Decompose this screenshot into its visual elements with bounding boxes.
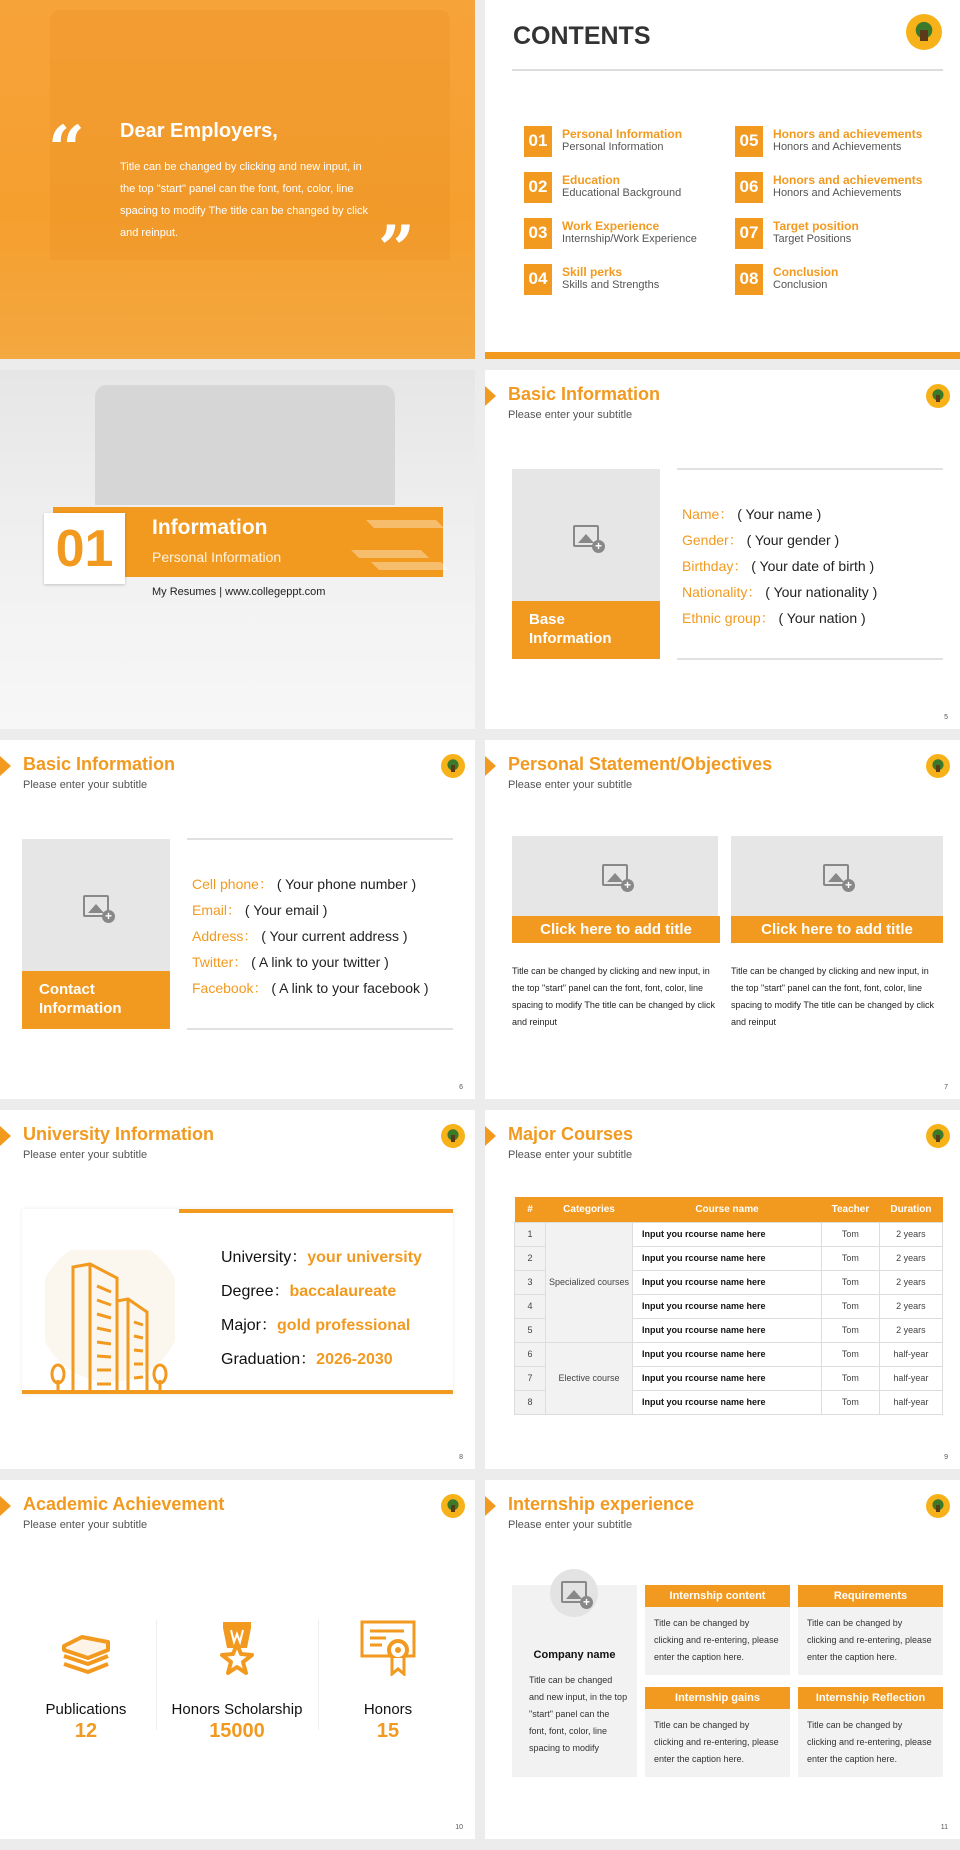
column-header-course-name: Course name bbox=[633, 1197, 822, 1222]
duration-cell[interactable]: half-year bbox=[879, 1366, 942, 1390]
toc-number: 06 bbox=[735, 172, 763, 203]
course-name-cell[interactable]: Input you rcourse name here bbox=[633, 1246, 822, 1270]
row-number: 4 bbox=[515, 1294, 546, 1318]
page-number: 7 bbox=[944, 1084, 948, 1091]
row-number: 3 bbox=[515, 1270, 546, 1294]
field-facebook[interactable] bbox=[192, 978, 429, 998]
box-text[interactable]: Title can be changed by clicking and re-entering, please enter the caption here. bbox=[654, 1720, 779, 1764]
row-number: 8 bbox=[515, 1390, 546, 1414]
field-nationality[interactable] bbox=[682, 582, 877, 602]
achievement-scholarship bbox=[162, 1620, 312, 1743]
toc-item-02[interactable] bbox=[524, 171, 681, 203]
toc-number: 07 bbox=[735, 218, 763, 249]
image-placeholder[interactable] bbox=[512, 836, 718, 916]
buildings-icon bbox=[45, 1250, 175, 1394]
field-label: Address： bbox=[192, 928, 258, 944]
field-value[interactable]: ( A link to your twitter ) bbox=[251, 954, 389, 970]
field-label: University： bbox=[221, 1249, 308, 1266]
divider bbox=[677, 658, 943, 660]
add-image-icon[interactable] bbox=[573, 525, 599, 547]
toc-item-08[interactable] bbox=[735, 263, 838, 295]
panel-label: Contact Information bbox=[22, 971, 170, 1029]
field-label: Graduation： bbox=[221, 1351, 317, 1368]
slide-subtitle[interactable]: Please enter your subtitle bbox=[508, 1149, 633, 1161]
teacher-cell[interactable]: Tom bbox=[822, 1342, 880, 1366]
teacher-cell[interactable]: Tom bbox=[822, 1318, 880, 1342]
college-logo-icon bbox=[926, 384, 950, 408]
decorative-stripe bbox=[366, 520, 444, 528]
field-value[interactable]: ( A link to your facebook ) bbox=[271, 980, 429, 996]
add-title-button[interactable]: Click here to add title bbox=[731, 916, 943, 943]
bottom-accent-bar bbox=[485, 352, 960, 359]
page-number: 9 bbox=[944, 1454, 948, 1461]
toc-subtitle: Honors and Achievements bbox=[773, 141, 902, 153]
field-cell-phone[interactable] bbox=[192, 874, 416, 894]
field-value[interactable]: ( Your nation ) bbox=[778, 610, 866, 626]
college-logo-icon bbox=[926, 1494, 950, 1518]
slide-contact-information bbox=[0, 740, 475, 1099]
teacher-cell[interactable]: Tom bbox=[822, 1390, 880, 1414]
field-value[interactable]: ( Your email ) bbox=[244, 902, 328, 918]
header-arrow-icon bbox=[0, 756, 11, 776]
field-label: Major： bbox=[221, 1317, 278, 1334]
field-label: Twitter： bbox=[192, 954, 248, 970]
duration-cell[interactable]: half-year bbox=[879, 1390, 942, 1414]
divider bbox=[187, 1028, 453, 1030]
college-logo-icon bbox=[441, 754, 465, 778]
toc-number: 03 bbox=[524, 218, 552, 249]
column-header-categories: Categories bbox=[546, 1197, 633, 1222]
background-building-photo bbox=[95, 385, 395, 505]
add-image-icon[interactable] bbox=[561, 1581, 587, 1603]
field-value[interactable]: 2026-2030 bbox=[316, 1351, 393, 1368]
box-text[interactable]: Title can be changed by clicking and re-entering, please enter the caption here. bbox=[807, 1720, 932, 1764]
achievement-honors bbox=[313, 1620, 463, 1743]
toc-number: 05 bbox=[735, 126, 763, 157]
achievement-value[interactable]: 12 bbox=[74, 1720, 98, 1742]
college-logo-icon bbox=[906, 14, 942, 50]
page-number: 8 bbox=[459, 1454, 463, 1461]
medal-star-icon bbox=[209, 1620, 265, 1676]
photo-placeholder[interactable] bbox=[512, 469, 660, 602]
column-header-duration: Duration bbox=[879, 1197, 942, 1222]
field-value[interactable]: ( Your date of birth ) bbox=[751, 558, 875, 574]
toc-item-05[interactable] bbox=[735, 125, 922, 157]
box-requirements bbox=[798, 1585, 943, 1675]
table-header-row bbox=[515, 1197, 943, 1222]
slide-subtitle[interactable]: Please enter your subtitle bbox=[23, 779, 148, 791]
toc-subtitle: Educational Background bbox=[562, 187, 682, 199]
toc-title: Honors and achievements bbox=[773, 173, 923, 187]
divider bbox=[512, 69, 943, 71]
image-placeholder[interactable] bbox=[731, 836, 943, 916]
decorative-stripe bbox=[351, 550, 429, 558]
toc-subtitle: Conclusion bbox=[773, 279, 828, 291]
course-name-cell[interactable]: Input you rcourse name here bbox=[633, 1390, 822, 1414]
column-header-teacher: Teacher bbox=[822, 1197, 880, 1222]
course-name-cell[interactable]: Input you rcourse name here bbox=[633, 1270, 822, 1294]
section-number: 01 bbox=[44, 513, 125, 584]
photo-placeholder[interactable] bbox=[22, 839, 170, 972]
slide-section-information bbox=[0, 370, 475, 729]
slide-title: Personal Statement/Objectives bbox=[508, 754, 773, 774]
box-internship-gains bbox=[645, 1687, 790, 1777]
box-title[interactable]: Requirements bbox=[798, 1585, 943, 1607]
table-row bbox=[515, 1222, 943, 1246]
category-cell[interactable]: Elective course bbox=[546, 1342, 633, 1414]
field-value[interactable]: ( Your phone number ) bbox=[276, 876, 417, 892]
accent-bar bbox=[179, 1209, 453, 1213]
duration-cell[interactable]: 2 years bbox=[879, 1222, 942, 1246]
header-arrow-icon bbox=[485, 386, 496, 406]
duration-cell[interactable]: half-year bbox=[879, 1342, 942, 1366]
field-email[interactable] bbox=[192, 900, 327, 920]
college-logo-icon bbox=[926, 1124, 950, 1148]
toc-subtitle: Honors and Achievements bbox=[773, 187, 902, 199]
field-name[interactable] bbox=[682, 504, 821, 524]
slide-title: Basic Information bbox=[508, 384, 661, 404]
greeting-heading[interactable]: Dear Employers, bbox=[120, 120, 278, 142]
college-logo-icon bbox=[926, 754, 950, 778]
field-ethnic-group[interactable] bbox=[682, 608, 866, 628]
slide-subtitle[interactable]: Please enter your subtitle bbox=[508, 779, 633, 791]
teacher-cell[interactable]: Tom bbox=[822, 1246, 880, 1270]
greeting-body[interactable]: Title can be changed by clicking and new input, in the top "start" panel can the font, font, color, line spacing to modify The title can be changed by click and reinput. bbox=[120, 161, 369, 239]
achievement-publications bbox=[11, 1620, 161, 1743]
box-title[interactable]: Internship gains bbox=[645, 1687, 790, 1709]
toc-number: 04 bbox=[524, 264, 552, 295]
open-quote-icon: “ bbox=[48, 112, 85, 187]
achievement-value[interactable]: 15000 bbox=[209, 1720, 265, 1742]
box-internship-reflection bbox=[798, 1687, 943, 1777]
page-number: 11 bbox=[940, 1824, 948, 1831]
toc-number: 01 bbox=[524, 126, 552, 157]
field-label: Birthday： bbox=[682, 558, 748, 574]
field-label: Ethnic group： bbox=[682, 610, 775, 626]
achievement-value[interactable]: 15 bbox=[376, 1720, 400, 1742]
slide-title: Internship experience bbox=[508, 1494, 695, 1514]
header-arrow-icon bbox=[0, 1126, 11, 1146]
field-university[interactable] bbox=[221, 1244, 422, 1267]
field-value[interactable]: gold professional bbox=[277, 1317, 411, 1334]
toc-number: 02 bbox=[524, 172, 552, 203]
add-image-icon[interactable] bbox=[602, 864, 628, 886]
course-name-cell[interactable]: Input you rcourse name here bbox=[633, 1222, 822, 1246]
accent-bar bbox=[22, 1390, 453, 1394]
table-row bbox=[515, 1342, 943, 1366]
section-title[interactable]: Information bbox=[152, 516, 268, 539]
header-arrow-icon bbox=[485, 756, 496, 776]
slide-subtitle[interactable]: Please enter your subtitle bbox=[23, 1519, 148, 1531]
divider bbox=[156, 1620, 157, 1730]
column-header-number: # bbox=[515, 1197, 546, 1222]
box-title[interactable]: Internship Reflection bbox=[798, 1687, 943, 1709]
field-label: Facebook： bbox=[192, 980, 268, 996]
panel-label: Base Information bbox=[512, 601, 660, 659]
slide-title: Major Courses bbox=[508, 1124, 634, 1144]
row-number: 5 bbox=[515, 1318, 546, 1342]
field-label: Email： bbox=[192, 902, 242, 918]
row-number: 2 bbox=[515, 1246, 546, 1270]
field-label: Gender： bbox=[682, 532, 743, 548]
slide-subtitle[interactable]: Please enter your subtitle bbox=[508, 1519, 633, 1531]
duration-cell[interactable]: 2 years bbox=[879, 1294, 942, 1318]
header-arrow-icon bbox=[485, 1496, 496, 1516]
field-address[interactable] bbox=[192, 926, 408, 946]
slide-subtitle[interactable]: Please enter your subtitle bbox=[508, 409, 633, 421]
field-label: Degree： bbox=[221, 1283, 290, 1300]
toc-item-04[interactable] bbox=[524, 263, 659, 295]
field-gender[interactable] bbox=[682, 530, 839, 550]
field-birthday[interactable] bbox=[682, 556, 874, 576]
box-text[interactable]: Title can be changed by clicking and re-entering, please enter the caption here. bbox=[654, 1618, 779, 1662]
toc-title: Skill perks bbox=[562, 265, 623, 279]
slide-dear-employers bbox=[0, 0, 475, 359]
slide-university-information bbox=[0, 1110, 475, 1469]
course-name-cell[interactable]: Input you rcourse name here bbox=[633, 1318, 822, 1342]
field-major[interactable] bbox=[221, 1312, 410, 1335]
field-value[interactable]: ( Your nationality ) bbox=[765, 584, 878, 600]
toc-subtitle: Internship/Work Experience bbox=[562, 233, 697, 245]
slide-title: Academic Achievement bbox=[23, 1494, 225, 1514]
page-number: 10 bbox=[455, 1824, 463, 1831]
courses-table bbox=[514, 1197, 943, 1415]
books-stack-icon bbox=[58, 1620, 114, 1676]
field-twitter[interactable] bbox=[192, 952, 389, 972]
slide-subtitle[interactable]: Please enter your subtitle bbox=[23, 1149, 148, 1161]
achievement-label: Publications bbox=[45, 1701, 127, 1718]
page-number: 6 bbox=[459, 1084, 463, 1091]
slide-title: Basic Information bbox=[23, 754, 176, 774]
toc-number: 08 bbox=[735, 264, 763, 295]
header-arrow-icon bbox=[0, 1496, 11, 1516]
company-logo-placeholder[interactable] bbox=[550, 1569, 598, 1617]
section-footer: My Resumes | www.collegeppt.com bbox=[152, 586, 326, 598]
divider bbox=[187, 838, 453, 840]
slide-major-courses bbox=[485, 1110, 960, 1469]
field-label: Cell phone： bbox=[192, 876, 273, 892]
statement-text[interactable]: Title can be changed by clicking and new input, in the top "start" panel can the font, font, color, line spacing to modify The title can be changed by click and reinput bbox=[731, 966, 934, 1027]
teacher-cell[interactable]: Tom bbox=[822, 1270, 880, 1294]
decorative-stripe bbox=[371, 562, 449, 570]
field-value[interactable]: ( Your gender ) bbox=[746, 532, 840, 548]
section-subtitle[interactable]: Personal Information bbox=[152, 549, 282, 565]
slide-basic-information bbox=[485, 370, 960, 729]
teacher-cell[interactable]: Tom bbox=[822, 1294, 880, 1318]
toc-title: Conclusion bbox=[773, 265, 839, 279]
course-name-cell[interactable]: Input you rcourse name here bbox=[633, 1342, 822, 1366]
college-logo-icon bbox=[441, 1494, 465, 1518]
field-value[interactable]: ( Your current address ) bbox=[261, 928, 408, 944]
slide-title: University Information bbox=[23, 1124, 215, 1144]
toc-subtitle: Personal Information bbox=[562, 141, 664, 153]
toc-item-03[interactable] bbox=[524, 217, 697, 249]
company-name[interactable]: Company name bbox=[533, 1649, 616, 1661]
toc-item-07[interactable] bbox=[735, 217, 859, 249]
slide-academic-achievement bbox=[0, 1480, 475, 1839]
toc-title: Education bbox=[562, 173, 621, 187]
toc-item-06[interactable] bbox=[735, 171, 922, 203]
box-internship-content bbox=[645, 1585, 790, 1675]
toc-title: Honors and achievements bbox=[773, 127, 923, 141]
teacher-cell[interactable]: Tom bbox=[822, 1366, 880, 1390]
close-quote-icon: ” bbox=[378, 212, 415, 287]
field-value[interactable]: ( Your name ) bbox=[737, 506, 822, 522]
field-label: Name： bbox=[682, 506, 734, 522]
row-number: 7 bbox=[515, 1366, 546, 1390]
achievement-label: Honors Scholarship bbox=[171, 1701, 303, 1718]
box-text[interactable]: Title can be changed by clicking and re-entering, please enter the caption here. bbox=[807, 1618, 932, 1662]
slide-contents bbox=[485, 0, 960, 359]
field-value[interactable]: your university bbox=[307, 1249, 422, 1266]
add-image-icon[interactable] bbox=[823, 864, 849, 886]
field-degree[interactable] bbox=[221, 1278, 396, 1301]
page-number: 5 bbox=[944, 714, 948, 721]
category-cell[interactable]: Specialized courses bbox=[546, 1222, 633, 1342]
college-logo-icon bbox=[441, 1124, 465, 1148]
slide-internship-experience bbox=[485, 1480, 960, 1839]
statement-text[interactable]: Title can be changed by clicking and new input, in the top "start" panel can the font, font, color, line spacing to modify The title can be changed by click and reinput bbox=[512, 966, 715, 1027]
add-title-button[interactable]: Click here to add title bbox=[512, 916, 720, 943]
row-number: 1 bbox=[515, 1222, 546, 1246]
toc-title: Work Experience bbox=[562, 219, 660, 233]
toc-title: Personal Information bbox=[562, 127, 683, 141]
field-value[interactable]: baccalaureate bbox=[289, 1283, 397, 1300]
divider bbox=[677, 468, 943, 470]
contents-title: CONTENTS bbox=[513, 22, 651, 50]
toc-subtitle: Target Positions bbox=[773, 233, 852, 245]
header-arrow-icon bbox=[485, 1126, 496, 1146]
duration-cell[interactable]: 2 years bbox=[879, 1318, 942, 1342]
add-image-icon[interactable] bbox=[83, 895, 109, 917]
achievement-label: Honors bbox=[363, 1701, 413, 1718]
course-name-cell[interactable]: Input you rcourse name here bbox=[633, 1294, 822, 1318]
toc-subtitle: Skills and Strengths bbox=[562, 279, 660, 291]
field-graduation[interactable] bbox=[221, 1346, 393, 1369]
company-description[interactable]: Title can be changed and new input, in the top "start" panel can the font, font, color, line spacing to modify bbox=[529, 1675, 628, 1753]
row-number: 6 bbox=[515, 1342, 546, 1366]
course-name-cell[interactable]: Input you rcourse name here bbox=[633, 1366, 822, 1390]
duration-cell[interactable]: 2 years bbox=[879, 1270, 942, 1294]
toc-item-01[interactable] bbox=[524, 125, 682, 157]
certificate-icon bbox=[360, 1620, 416, 1676]
toc-title: Target position bbox=[773, 219, 859, 233]
teacher-cell[interactable]: Tom bbox=[822, 1222, 880, 1246]
field-label: Nationality： bbox=[682, 584, 762, 600]
slide-personal-statement bbox=[485, 740, 960, 1099]
duration-cell[interactable]: 2 years bbox=[879, 1246, 942, 1270]
box-title[interactable]: Internship content bbox=[645, 1585, 790, 1607]
